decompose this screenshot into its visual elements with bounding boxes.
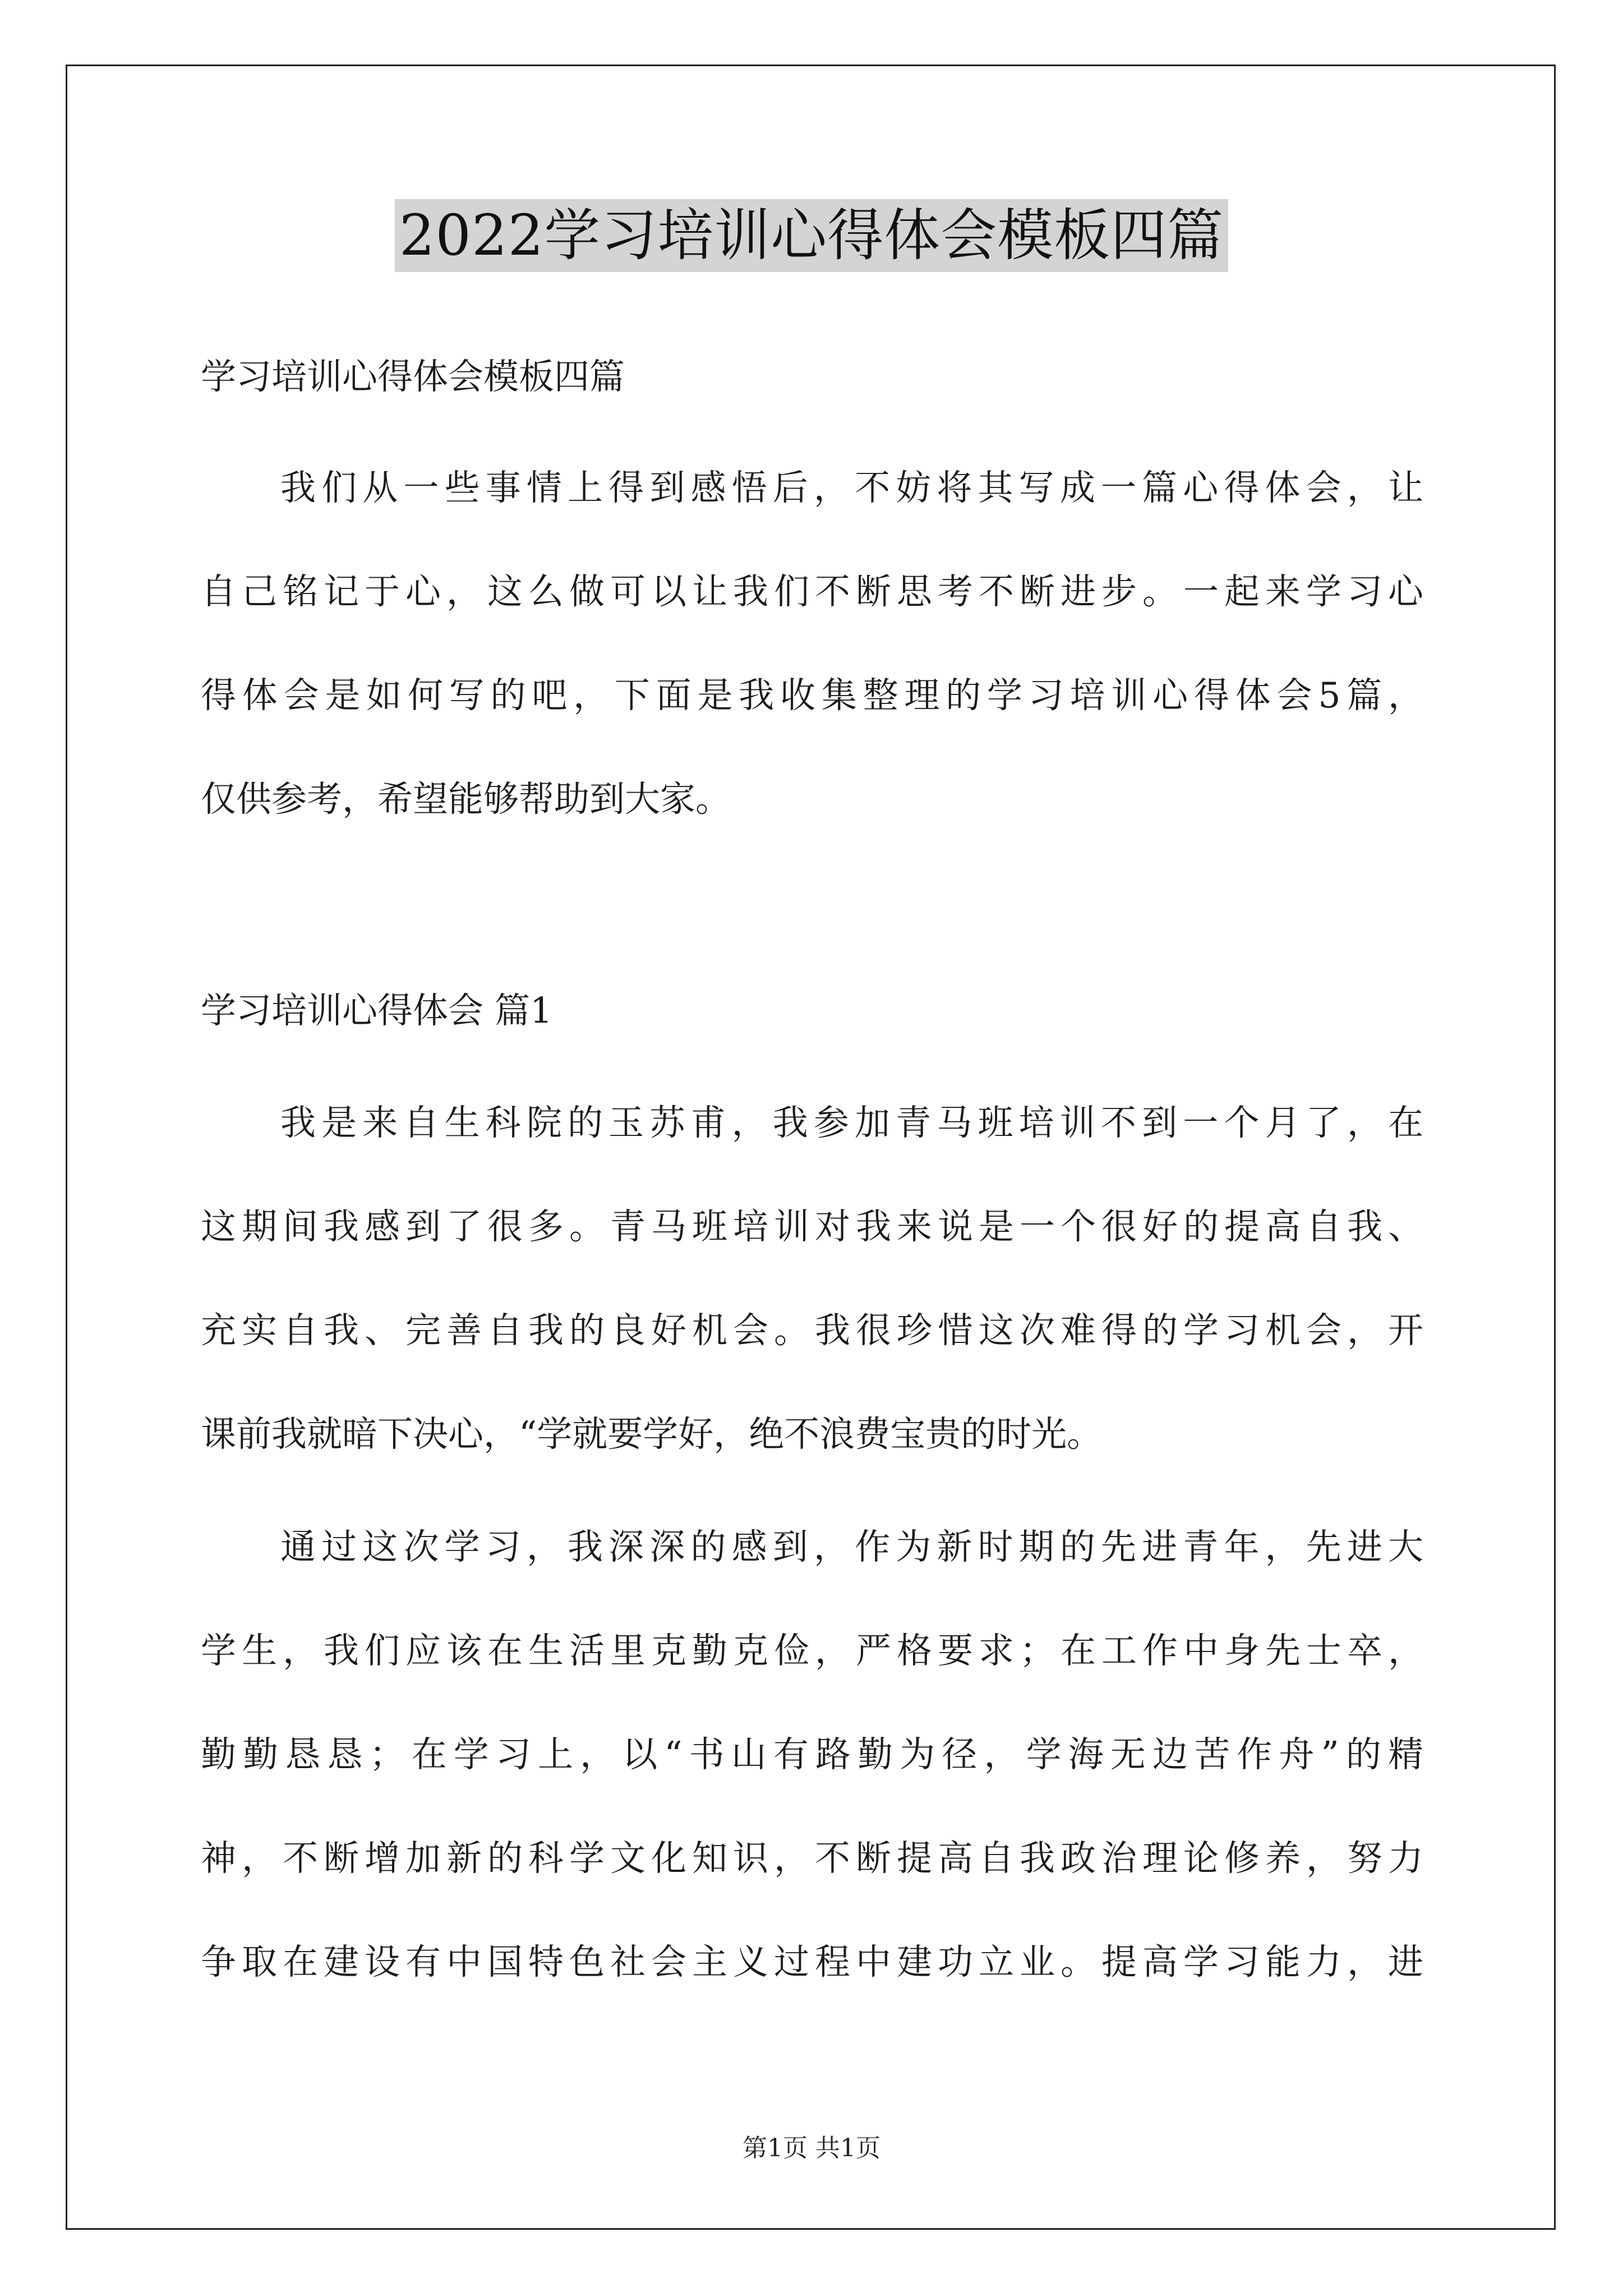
intro-line-2: 自己铭记于心，这么做可以让我们不断思考不断进步。一起来学习心 xyxy=(201,571,1423,612)
section-heading: 学习培训心得体会 篇1 xyxy=(201,990,553,1031)
document-title: 2022学习培训心得体会模板四篇 xyxy=(395,199,1229,272)
document-subtitle: 学习培训心得体会模板四篇 xyxy=(201,356,625,397)
intro-line-3: 得体会是如何写的吧，下面是我收集整理的学习培训心得体会5篇， xyxy=(201,675,1423,716)
page-footer: 第1页 共1页 xyxy=(743,2134,880,2162)
para2-line-1: 通过这次学习，我深深的感到，作为新时期的先进青年，先进大 xyxy=(280,1526,1423,1567)
para2-line-3: 勤勤恳恳；在学习上，以“书山有路勤为径，学海无边苦作舟”的精 xyxy=(201,1734,1423,1775)
intro-line-4: 仅供参考，希望能够帮助到大家。 xyxy=(201,779,731,820)
para2-line-4: 神，不断增加新的科学文化知识，不断提高自我政治理论修养，努力 xyxy=(201,1838,1423,1879)
para1-line-4: 课前我就暗下决心，“学就要学好，绝不浪费宝贵的时光。 xyxy=(201,1414,1103,1455)
title-container xyxy=(0,199,1623,272)
para1-line-2: 这期间我感到了很多。青马班培训对我来说是一个很好的提高自我、 xyxy=(201,1206,1423,1247)
para2-line-2: 学生，我们应该在生活里克勤克俭，严格要求；在工作中身先士卒， xyxy=(201,1630,1423,1671)
para2-line-5: 争取在建设有中国特色社会主义过程中建功立业。提高学习能力，进 xyxy=(201,1941,1423,1982)
para1-line-3: 充实自我、完善自我的良好机会。我很珍惜这次难得的学习机会，开 xyxy=(201,1310,1423,1351)
para1-line-1: 我是来自生科院的玉苏甫，我参加青马班培训不到一个月了，在 xyxy=(280,1102,1423,1143)
intro-line-1: 我们从一些事情上得到感悟后，不妨将其写成一篇心得体会，让 xyxy=(280,467,1423,508)
